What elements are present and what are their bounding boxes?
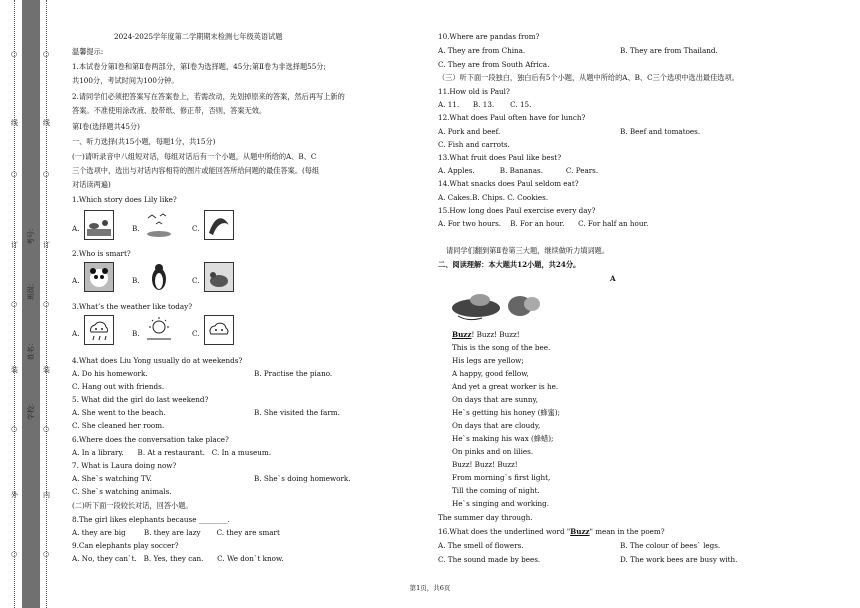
option-label: A. (72, 329, 80, 338)
poem-line: He`s getting his honey (蜂蜜); (452, 408, 561, 417)
outer-mark: 装 (11, 366, 18, 374)
option-a: A. The smell of flowers. (438, 541, 524, 550)
inner-mark: ○ (43, 300, 50, 308)
option-label: C. (192, 224, 200, 233)
option-label: B. (132, 224, 140, 233)
story-tortoise-image (84, 210, 114, 240)
question-1: 1.Which story does Lily like? (72, 195, 177, 204)
section1-instructions: 对话读两遍) (72, 180, 111, 189)
bee-illustration (446, 286, 546, 326)
passage-label: A (610, 274, 616, 283)
option-a: A. She`s watching TV. (72, 474, 152, 483)
question-16: 16.What does the underlined word "Buzz" mean in the poem? (438, 527, 665, 536)
poem-line: He`s making his wax (蜂蜡); (452, 434, 554, 443)
question-14: 14.What snacks does Paul seldom eat? (438, 179, 579, 188)
poem-line: He`s singing and working. (452, 499, 550, 508)
binding-strip (22, 0, 40, 608)
notice-line: 共100分，考试时间为100分钟。 (72, 76, 179, 85)
section1-instructions: 三个选项中，选出与对话内容相符的图片或能回答所给问题的最佳答案。(每组 (72, 166, 320, 175)
question-3: 3.What’s the weather like today? (72, 302, 193, 311)
story-birds-image (144, 210, 174, 240)
part1-heading: 第Ⅰ卷(选择题共45分) (72, 122, 140, 131)
question-7: 7. What is Laura doing now? (72, 461, 177, 470)
option-b: B. Beef and tomatoes. (620, 127, 701, 136)
option-a: A. Do his homework. (72, 369, 148, 378)
poem-line: Till the coming of night. (452, 486, 540, 495)
option-label: A. (72, 224, 80, 233)
question-8-options: A. they are big B. they are lazy C. they are smart (72, 528, 280, 537)
question-5: 5. What did the girl do last weekend? (72, 395, 209, 404)
question-15-options: A. For two hours. B. For an hour. C. For half an hour. (438, 219, 649, 228)
weather-sunny-icon (144, 315, 174, 345)
option-b: B. Practise the piano. (254, 369, 333, 378)
outer-mark: 外 (11, 491, 18, 499)
inner-mark: ○ (43, 425, 50, 433)
option-a: A. She went to the beach. (72, 408, 166, 417)
outer-mark: ○ (11, 50, 18, 58)
section2-instructions: (二)听下面一段较长对话，回答小题。 (72, 501, 193, 510)
option-c: C. The sound made by bees. (438, 555, 541, 564)
page-number: 第1页，共6页 (409, 584, 451, 592)
notice-line: 2.请同学们必须把答案写在答案卷上，若需改动，先划掉原来的答案，然后再写上新的 (72, 92, 345, 101)
inner-mark: 装 (43, 366, 50, 374)
poem-line: Buzz! Buzz! Buzz! (452, 330, 520, 339)
question-6: 6.Where does the conversation take place? (72, 435, 229, 444)
inner-mark: ○ (43, 50, 50, 58)
option-b: B. She`s doing homework. (254, 474, 351, 483)
question-13: 13.What fruit does Paul like best? (438, 153, 562, 162)
option-label: C. (192, 276, 200, 285)
poem-line: On days that are cloudy, (452, 421, 541, 430)
question-4: 4.What does Liu Yong usually do at weekends? (72, 356, 243, 365)
turn-page-note: 请同学们翻到第Ⅱ卷第三大题，继续做听力填词题。 (446, 246, 610, 255)
poem-line: On days that are sunny, (452, 395, 538, 404)
question-13-options: A. Apples. B. Bananas. C. Pears. (438, 166, 599, 175)
option-label: B. (132, 276, 140, 285)
inner-mark: ○ (43, 550, 50, 558)
question-2: 2.Who is smart? (72, 249, 131, 258)
animal-image (204, 262, 234, 292)
inner-mark: ○ (43, 170, 50, 178)
panda-image (84, 262, 114, 292)
question-11-options: A. 11. B. 13. C. 15. (438, 100, 532, 109)
option-label: B. (132, 329, 140, 338)
question-14-options: A. Cakes.B. Chips. C. Cookies. (438, 193, 549, 202)
underlined-word-buzz: Buzz (452, 330, 472, 339)
listening-heading: 一、听力选择(共15小题，每题1分，共15分) (72, 137, 216, 146)
option-c: C. Fish and carrots. (438, 140, 510, 149)
penguin-image (144, 262, 174, 292)
poem-line: His legs are yellow; (452, 356, 524, 365)
notice-line: 答案。不准使用涂改液、胶带纸、修正带，否则，答案无效。 (72, 106, 267, 115)
outer-mark: ○ (11, 170, 18, 178)
outer-mark: ○ (11, 550, 18, 558)
reading-heading: 二、阅读理解：本大题共12小题，共24分。 (438, 260, 581, 269)
outer-mark: 订 (11, 241, 18, 249)
question-15: 15.How long does Paul exercise every day? (438, 206, 596, 215)
inner-mark: 线 (43, 119, 50, 127)
question-6-options: A. In a library. B. At a restaurant. C. In a museum. (72, 448, 272, 457)
exam-id-field: 考号： (27, 224, 35, 245)
inner-mark: 内 (43, 491, 50, 499)
poem-line: A happy, good fellow, (452, 369, 529, 378)
poem-line: From morning`s first light, (452, 473, 551, 482)
school-field: 学校： (27, 399, 35, 420)
option-c: C. She`s watching animals. (72, 487, 172, 496)
notice-heading: 温馨提示: (72, 47, 104, 56)
outer-mark: ○ (11, 300, 18, 308)
option-c: C. She cleaned her room. (72, 421, 165, 430)
option-c: C. Hang out with friends. (72, 382, 165, 391)
poem-line: On pinks and on lilies. (452, 447, 534, 456)
option-b: B. She visited the farm. (254, 408, 340, 417)
section1-instructions: (一)请听录音中八组短对话，每组对话后有一个小题，从题中所给的A、B、C (72, 152, 317, 161)
poem-line: Buzz! Buzz! Buzz! (452, 460, 518, 469)
question-12: 12.What does Paul often have for lunch? (438, 113, 586, 122)
option-a: A. Pork and beef. (438, 127, 501, 136)
section3-instructions: （三）听下面一段独白，独白后有5个小题，从题中所给的A、B、C三个选项中选出最佳选项。 (438, 73, 739, 82)
poem-line: And yet a great worker is he. (452, 382, 559, 391)
weather-rain-icon (84, 315, 114, 345)
option-label: A. (72, 276, 80, 285)
question-10: 10.Where are pandas from? (438, 32, 540, 41)
option-b: B. They are from Thailand. (620, 46, 718, 55)
weather-cloudy-icon (204, 315, 234, 345)
question-9: 9.Can elephants play soccer? (72, 541, 179, 550)
option-d: D. The work bees are busy with. (620, 555, 738, 564)
story-dragon-image (204, 210, 234, 240)
question-11: 11.How old is Paul? (438, 87, 510, 96)
inner-mark: 订 (43, 241, 50, 249)
option-a: A. They are from China. (438, 46, 526, 55)
page-title: 2024-2025学年度第二学期期末检测七年级英语试题 (114, 32, 283, 41)
class-field: 班级： (27, 279, 35, 300)
option-label: C. (192, 329, 200, 338)
question-9-options: A. No, they can`t. B. Yes, they can. C. We don`t know. (72, 554, 284, 563)
poem-line: This is the song of the bee. (452, 343, 551, 352)
option-c: C. They are from South Africa. (438, 60, 550, 69)
outer-mark: ○ (11, 425, 18, 433)
poem-end-line: The summer day through. (438, 513, 533, 522)
question-8: 8.The girl likes elephants because ________. (72, 515, 230, 524)
name-field: 姓名： (27, 339, 35, 360)
notice-line: 1.本试卷分第Ⅰ卷和第Ⅱ卷两部分，第Ⅰ卷为选择题，45分;第Ⅱ卷为非选择题55分; (72, 62, 326, 71)
option-b: B. The colour of bees` legs. (620, 541, 721, 550)
outer-mark: 线 (11, 119, 18, 127)
binding-margin (0, 0, 62, 608)
